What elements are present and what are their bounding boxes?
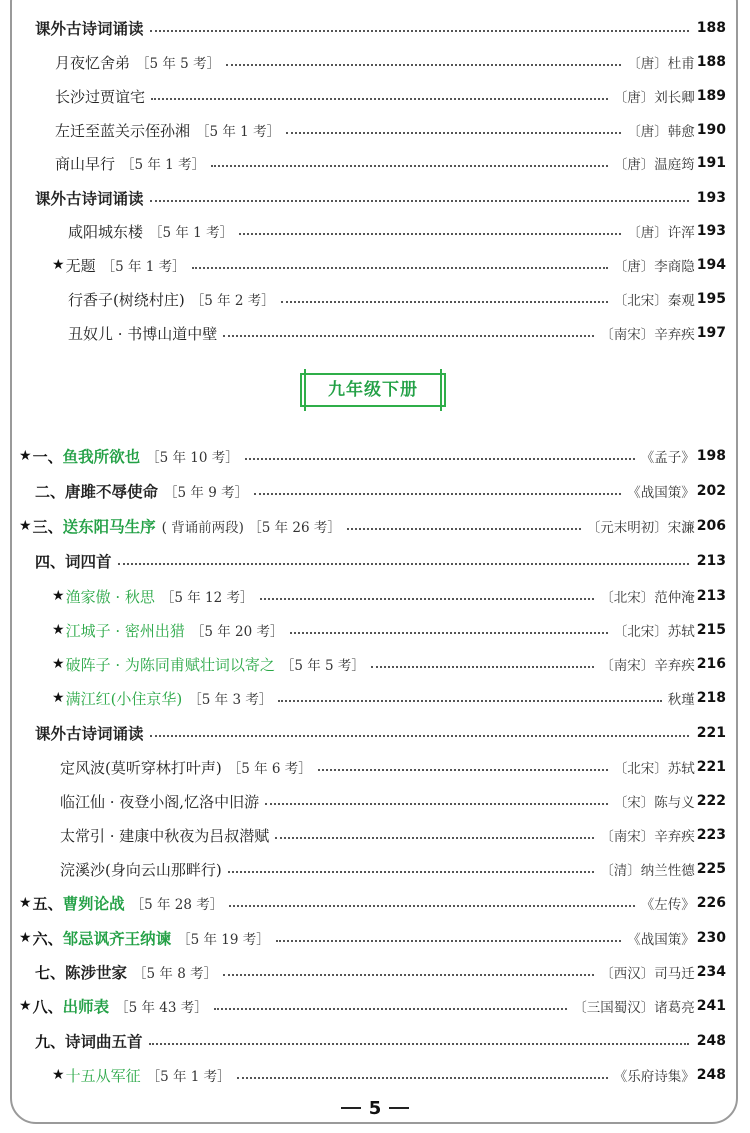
exam-frequency-note: ［5 年 1 考］ — [196, 124, 281, 140]
entry-title: 临江仙 · 夜登小阁,忆洛中旧游 — [60, 792, 260, 811]
entry-author: 〔唐〕许浑 — [627, 225, 695, 241]
exam-frequency-note: ［5 年 19 考］ — [177, 932, 270, 948]
entry-title: 满江红(小住京华) — [65, 689, 183, 708]
star-icon: ★ — [19, 518, 32, 534]
entry-author: 〔唐〕李商隐 — [613, 259, 695, 275]
dot-leader — [228, 870, 595, 873]
entry-page-number: 248 — [696, 1033, 726, 1049]
toc-entry[interactable] — [35, 716, 726, 750]
entry-title: 行香子(树绕村庄) — [68, 290, 185, 309]
dot-leader — [290, 631, 608, 634]
toc-row — [0, 579, 750, 613]
entry-author: 《左传》 — [640, 897, 695, 913]
entry-number: 四、 — [35, 552, 66, 571]
entry-author: 〔西汉〕司马迁 — [600, 966, 695, 982]
star-icon: ★ — [52, 588, 65, 604]
entry-page-number: 215 — [696, 622, 726, 638]
entry-page-number: 188 — [696, 54, 726, 70]
toc-entry[interactable] — [52, 681, 726, 715]
footer-dash-left — [341, 1107, 361, 1109]
dot-leader — [150, 29, 689, 32]
entry-page-number: 194 — [696, 257, 726, 273]
dot-leader — [150, 199, 689, 202]
toc-row — [0, 989, 750, 1023]
entry-page-number: 189 — [696, 88, 726, 104]
star-icon: ★ — [19, 930, 32, 946]
dot-leader — [281, 300, 608, 303]
toc-entry[interactable] — [52, 579, 726, 613]
dot-leader — [239, 232, 621, 235]
entry-number: 九、 — [35, 1032, 66, 1051]
toc-row — [0, 1024, 750, 1058]
toc-entry[interactable] — [19, 509, 726, 543]
toc-row — [0, 474, 750, 508]
entry-page-number: 225 — [696, 861, 726, 877]
entry-page-number: 190 — [696, 122, 726, 138]
entry-title: 左迁至蓝关示侄孙湘 — [55, 121, 191, 140]
toc-row — [0, 955, 750, 989]
dot-leader — [229, 904, 635, 907]
dot-leader — [214, 1007, 568, 1010]
entry-author: 〔南宋〕辛弃疾 — [600, 327, 695, 343]
entry-author: 〔清〕纳兰性德 — [600, 863, 695, 879]
dot-leader — [276, 939, 622, 942]
entry-page-number: 195 — [696, 291, 726, 307]
toc-row — [0, 1058, 750, 1092]
exam-frequency-note: ［5 年 5 考］ — [136, 56, 221, 72]
entry-page-number: 241 — [696, 998, 726, 1014]
entry-author: 《战国策》 — [627, 485, 695, 501]
toc-entry[interactable] — [19, 921, 726, 955]
toc-row — [0, 750, 750, 784]
toc-entry[interactable] — [19, 886, 726, 920]
exam-frequency-note: ［5 年 20 考］ — [190, 624, 284, 640]
entry-title: 丑奴儿 · 书博山道中壁 — [68, 324, 218, 343]
exam-frequency-note: ［5 年 5 考］ — [280, 658, 365, 674]
toc-row — [0, 544, 750, 578]
entry-page-number: 230 — [696, 930, 726, 946]
entry-title: 曹刿论战 — [62, 895, 125, 913]
section-banner-title: 九年级下册 — [328, 380, 418, 400]
entry-author: 〔南宋〕辛弃疾 — [600, 658, 695, 674]
toc-entry[interactable] — [19, 989, 726, 1023]
dot-leader — [347, 527, 581, 530]
toc-row — [0, 181, 750, 215]
entry-author: 〔北宋〕秦观 — [613, 293, 695, 309]
entry-author: 〔北宋〕苏轼 — [613, 624, 695, 640]
toc-row — [0, 146, 750, 180]
entry-title: 定风波(莫听穿林打叶声) — [60, 758, 222, 777]
exam-frequency-note: ［5 年 9 考］ — [164, 485, 249, 501]
dot-leader — [260, 597, 595, 600]
entry-page-number: 221 — [696, 725, 726, 741]
star-icon: ★ — [19, 998, 32, 1014]
dot-leader — [192, 266, 608, 269]
entry-number: 五、 — [32, 894, 63, 913]
star-icon: ★ — [52, 1067, 65, 1083]
entry-title: 课外古诗词诵读 — [35, 20, 144, 38]
entry-author: 〔唐〕杜甫 — [627, 56, 695, 72]
exam-frequency-note: ［5 年 1 考］ — [121, 157, 206, 173]
entry-title: 出师表 — [62, 998, 110, 1016]
entry-title: 十五从军征 — [65, 1066, 141, 1085]
entry-number: 一、 — [32, 447, 63, 466]
exam-frequency-note: ［5 年 1 考］ — [101, 259, 186, 275]
toc-entry[interactable] — [35, 1024, 726, 1058]
exam-frequency-note: ［5 年 12 考］ — [160, 590, 254, 606]
toc-entry[interactable] — [68, 316, 726, 350]
exam-frequency-note: ［5 年 3 考］ — [188, 692, 273, 708]
entry-page-number: 193 — [696, 223, 726, 239]
toc-row — [0, 784, 750, 818]
toc-entry[interactable] — [35, 11, 726, 45]
footer-dash-right — [389, 1107, 409, 1109]
toc-row — [0, 282, 750, 316]
exam-frequency-note: ［5 年 6 考］ — [227, 761, 312, 777]
star-icon: ★ — [52, 257, 65, 273]
exam-frequency-note: ［5 年 2 考］ — [190, 293, 275, 309]
exam-frequency-note: ［5 年 28 考］ — [130, 897, 224, 913]
entry-number: 八、 — [32, 997, 63, 1016]
entry-page-number: 213 — [696, 553, 726, 569]
toc-entry[interactable] — [55, 113, 726, 147]
entry-author: 秋瑾 — [667, 692, 695, 708]
entry-page-number: 226 — [696, 895, 726, 911]
dot-leader — [211, 164, 608, 167]
entry-title: 鱼我所欲也 — [62, 448, 141, 466]
exam-frequency-note: ［5 年 43 考］ — [115, 1000, 208, 1016]
section-banner — [300, 373, 446, 407]
toc-row — [0, 113, 750, 147]
dot-leader — [237, 1076, 608, 1079]
dot-leader — [265, 802, 608, 805]
entry-page-number: 223 — [696, 827, 726, 843]
toc-row — [0, 818, 750, 852]
entry-title: 邹忌讽齐王纳谏 — [62, 930, 172, 948]
entry-number: 二、 — [35, 482, 66, 501]
entry-title: 诗词曲五首 — [65, 1033, 143, 1051]
footer-page-number: 5 — [368, 1097, 382, 1119]
star-icon: ★ — [52, 690, 65, 706]
dot-leader — [278, 699, 661, 702]
entry-author: 〔元末明初〕宋濂 — [586, 520, 695, 536]
exam-frequency-note: ( 背诵前两段) ［5 年 26 考］ — [161, 520, 341, 536]
entry-page-number: 198 — [696, 448, 726, 464]
entry-title: 课外古诗词诵读 — [35, 725, 144, 743]
toc-entry[interactable] — [55, 79, 726, 113]
entry-title: 浣溪沙(身向云山那畔行) — [60, 860, 222, 879]
dot-leader — [118, 562, 689, 565]
dot-leader — [150, 734, 689, 737]
toc-entry[interactable] — [68, 214, 726, 248]
entry-page-number: 191 — [696, 155, 726, 171]
dot-leader — [226, 63, 621, 66]
entry-author: 《乐府诗集》 — [613, 1069, 695, 1085]
entry-page-number: 188 — [696, 20, 726, 36]
toc-entry[interactable] — [52, 613, 726, 647]
entry-page-number: 193 — [696, 190, 726, 206]
entry-author: 〔唐〕刘长卿 — [613, 90, 695, 106]
entry-page-number: 218 — [696, 690, 726, 706]
entry-author: 《战国策》 — [627, 932, 695, 948]
entry-title: 太常引 · 建康中秋夜为吕叔潜赋 — [60, 826, 270, 845]
entry-author: 《孟子》 — [640, 450, 695, 466]
dot-leader — [151, 97, 608, 100]
entry-page-number: 222 — [696, 793, 726, 809]
toc-row — [0, 613, 750, 647]
star-icon: ★ — [19, 895, 32, 911]
toc-row — [0, 852, 750, 886]
dot-leader — [223, 334, 594, 337]
entry-page-number: 206 — [696, 518, 726, 534]
entry-page-number: 248 — [696, 1067, 726, 1083]
toc-entry[interactable] — [52, 248, 726, 282]
dot-leader — [245, 457, 635, 460]
toc-entry[interactable] — [60, 750, 726, 784]
dot-leader — [286, 131, 621, 134]
toc-entry[interactable] — [55, 45, 726, 79]
toc-entry[interactable] — [19, 439, 726, 473]
toc-entry[interactable] — [52, 1058, 726, 1092]
exam-frequency-note: ［5 年 10 考］ — [146, 450, 239, 466]
toc-row — [0, 647, 750, 681]
toc-row — [0, 316, 750, 350]
star-icon: ★ — [52, 622, 65, 638]
entry-title: 商山早行 — [55, 154, 116, 173]
star-icon: ★ — [19, 448, 32, 464]
toc-row — [0, 248, 750, 282]
page-footer — [0, 1093, 750, 1123]
toc-row — [0, 886, 750, 920]
toc-entry[interactable] — [60, 784, 726, 818]
entry-author: 〔南宋〕辛弃疾 — [600, 829, 695, 845]
entry-page-number: 197 — [696, 325, 726, 341]
entry-author: 〔唐〕韩愈 — [627, 124, 695, 140]
exam-frequency-note: ［5 年 1 考］ — [149, 225, 234, 241]
entry-title: 江城子 · 密州出猎 — [65, 621, 185, 640]
toc-row — [0, 716, 750, 750]
toc-entry[interactable] — [35, 544, 726, 578]
toc-entry[interactable] — [55, 146, 726, 180]
toc-row — [0, 509, 750, 543]
entry-title: 唐雎不辱使命 — [65, 483, 159, 501]
entry-page-number: 213 — [696, 588, 726, 604]
dot-leader — [254, 492, 621, 495]
entry-author: 〔北宋〕苏轼 — [613, 761, 695, 777]
dot-leader — [149, 1042, 689, 1045]
entry-number: 六、 — [32, 929, 63, 948]
toc-entry[interactable] — [52, 647, 726, 681]
toc-row — [0, 681, 750, 715]
entry-title: 无题 — [65, 256, 96, 275]
entry-page-number: 202 — [696, 483, 726, 499]
toc-entry[interactable] — [60, 818, 726, 852]
dot-leader — [223, 973, 594, 976]
toc-entry[interactable] — [35, 955, 726, 989]
entry-title: 破阵子 · 为陈同甫赋壮词以寄之 — [65, 655, 275, 674]
toc-entry[interactable] — [68, 282, 726, 316]
entry-title: 长沙过贾谊宅 — [55, 87, 146, 106]
toc-row — [0, 439, 750, 473]
entry-title: 送东阳马生序 — [62, 518, 156, 536]
entry-title: 陈涉世家 — [65, 964, 128, 982]
entry-page-number: 234 — [696, 964, 726, 980]
entry-title: 咸阳城东楼 — [68, 222, 144, 241]
dot-leader — [275, 836, 594, 839]
toc-row — [0, 921, 750, 955]
entry-number: 七、 — [35, 963, 66, 982]
entry-title: 月夜忆舍弟 — [55, 53, 131, 72]
entry-title: 词四首 — [65, 553, 112, 571]
toc-row — [0, 214, 750, 248]
dot-leader — [318, 768, 608, 771]
entry-page-number: 216 — [696, 656, 726, 672]
exam-frequency-note: ［5 年 8 考］ — [133, 966, 218, 982]
entry-title: 课外古诗词诵读 — [35, 190, 144, 208]
exam-frequency-note: ［5 年 1 考］ — [146, 1069, 231, 1085]
entry-page-number: 221 — [696, 759, 726, 775]
star-icon: ★ — [52, 656, 65, 672]
toc-entry[interactable] — [35, 474, 726, 508]
entry-number: 三、 — [32, 517, 63, 536]
toc-row — [0, 11, 750, 45]
toc-row — [0, 45, 750, 79]
toc-entry[interactable] — [35, 181, 726, 215]
toc-entry[interactable] — [60, 852, 726, 886]
entry-author: 〔北宋〕范仲淹 — [600, 590, 695, 606]
entry-author: 〔三国蜀汉〕诸葛亮 — [573, 1000, 695, 1016]
dot-leader — [371, 665, 594, 668]
entry-author: 〔宋〕陈与义 — [613, 795, 695, 811]
entry-title: 渔家傲 · 秋思 — [65, 587, 155, 606]
entry-author: 〔唐〕温庭筠 — [613, 157, 695, 173]
toc-row — [0, 79, 750, 113]
